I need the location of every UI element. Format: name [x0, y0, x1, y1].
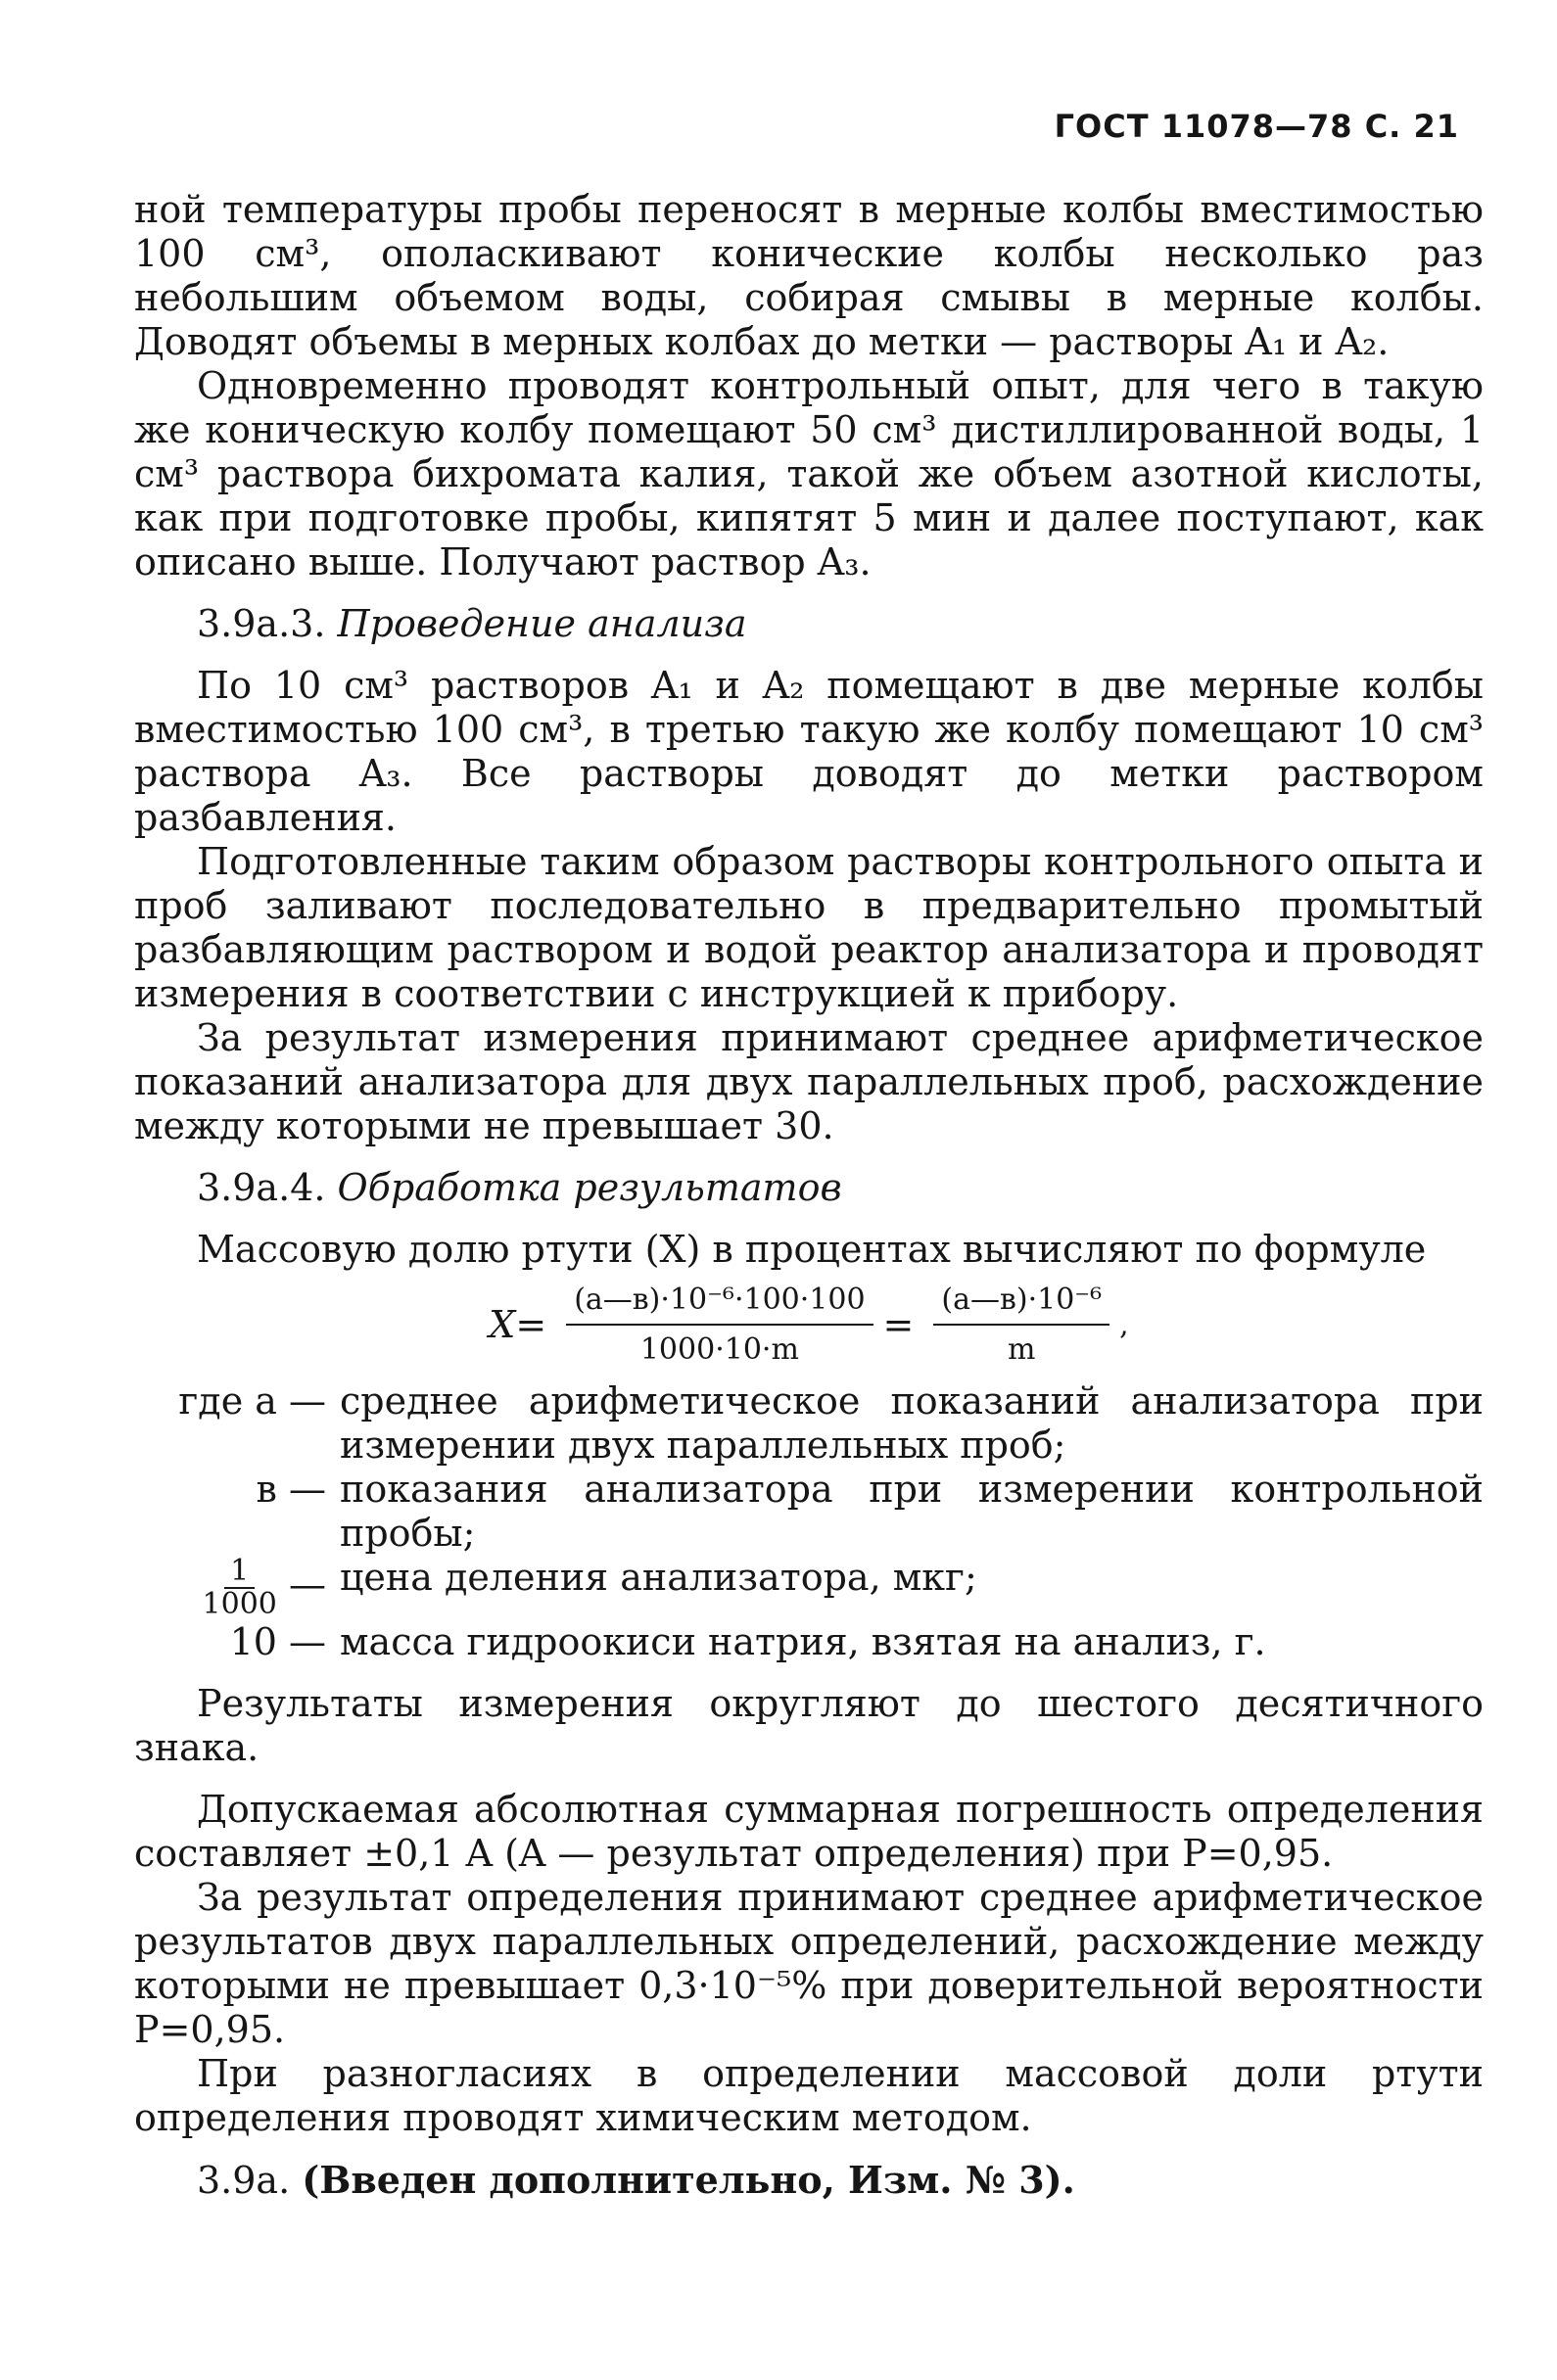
formula-equals: =: [882, 1302, 915, 1346]
formula-fraction-2: [933, 1278, 1109, 1372]
fraction-denominator: 1000·10·m: [639, 1332, 799, 1367]
paragraph: Массовую долю ртути (X) в процентах вычисляют по формуле: [197, 1228, 1427, 1271]
definition-a: [134, 1379, 1484, 1468]
paragraph: ной температуры пробы переносят в мерные колбы вместимостью 100 см³, ополаскивают конические колбы несколько раз небольшим объемом воды, собирая смывы в мерные колбы. Доводят объемы в мерных колбах до метки — растворы A₁ и A₂.: [134, 188, 1484, 363]
definition-text: цена деления анализатора, мкг;: [340, 1556, 977, 1599]
paragraph: Одновременно проводят контрольный опыт, для чего в такую же коническую колбу помещают 50 см³ дистиллированной воды, 1 см³ раствора бихромата калия, такой же объем азотной кислоты, как при подготовке пробы, кипятят 5 мин и далее поступают, как описано выше. Получают раствор A₃.: [134, 364, 1484, 583]
fraction-denominator: m: [1008, 1332, 1036, 1367]
definition-c: [134, 1556, 1484, 1620]
formula: [134, 1278, 1484, 1372]
page-header: ГОСТ 11078—78 С. 21: [1054, 108, 1459, 145]
definition-d: [134, 1620, 1484, 1664]
definition-term: [134, 1556, 326, 1620]
paragraph: За результат измерения принимают среднее арифметическое показаний анализатора для двух параллельных проб, расхождение между которыми не превышает 30.: [134, 1016, 1484, 1147]
body-text: [134, 188, 1484, 2203]
section-number: 3.9а.: [197, 2159, 291, 2202]
section-title: Проведение анализа: [337, 602, 747, 645]
fraction-numerator: (а—в)·10⁻⁶: [933, 1278, 1109, 1326]
definition-text: масса гидроокиси натрия, взятая на анализ, г.: [340, 1620, 1266, 1663]
definition-term: в —: [256, 1468, 326, 1511]
fraction-numerator: (а—в)·10⁻⁶·100·100: [566, 1278, 873, 1326]
fraction-one-thousandth: [203, 1556, 277, 1620]
section-heading: [134, 602, 1484, 646]
section-number: 3.9а.4.: [197, 1166, 326, 1209]
paragraph: За результат определения принимают среднее арифметическое результатов двух параллельных определений, расхождение между которыми не превышает 0,3·10⁻⁵% при доверительной вероятности P=0,95.: [134, 1876, 1484, 2051]
amendment-note: [134, 2158, 1484, 2203]
formula-fraction-1: [566, 1278, 873, 1372]
formula-definitions: [134, 1379, 1484, 1664]
section-title: Обработка результатов: [337, 1166, 842, 1209]
paragraph: По 10 см³ растворов A₁ и A₂ помещают в две мерные колбы вместимостью 100 см³, в третью такую же колбу помещают 10 см³ раствора A₃. Все растворы доводят до метки раствором разбавления.: [134, 664, 1484, 839]
section-number: 3.9а.3.: [197, 602, 326, 645]
fraction-denominator: 1000: [202, 1587, 277, 1621]
definition-text: показания анализатора при измерении контрольной пробы;: [340, 1468, 1484, 1555]
paragraph: Подготовленные таким образом растворы контрольного опыта и проб заливают последовательно в предварительно промытый разбавляющим раствором и водой реактор анализатора и проводят измерения в соответствии с инструкцией к прибору.: [134, 840, 1484, 1015]
fraction-numerator: 1: [224, 1556, 255, 1589]
paragraph: При разногласиях в определении массовой доли ртути определения проводят химическим методом.: [134, 2052, 1484, 2139]
definition-b: [134, 1468, 1484, 1556]
formula-lhs: X=: [489, 1302, 547, 1346]
formula-comma: ,: [1119, 1307, 1129, 1342]
definition-term: 10 —: [229, 1620, 326, 1663]
amendment-text: (Введен дополнительно, Изм. № 3).: [302, 2158, 1075, 2202]
paragraph: Результаты измерения округляют до шестого десятичного знака.: [134, 1682, 1484, 1769]
definition-dash: —: [289, 1563, 326, 1607]
definition-term: где а —: [178, 1379, 326, 1423]
definition-text: среднее арифметическое показаний анализатора при измерении двух параллельных проб;: [340, 1379, 1484, 1467]
paragraph: Допускаемая абсолютная суммарная погрешность определения составляет ±0,1 A (A — результат определения) при P=0,95.: [134, 1788, 1484, 1875]
section-heading: [134, 1166, 1484, 1210]
